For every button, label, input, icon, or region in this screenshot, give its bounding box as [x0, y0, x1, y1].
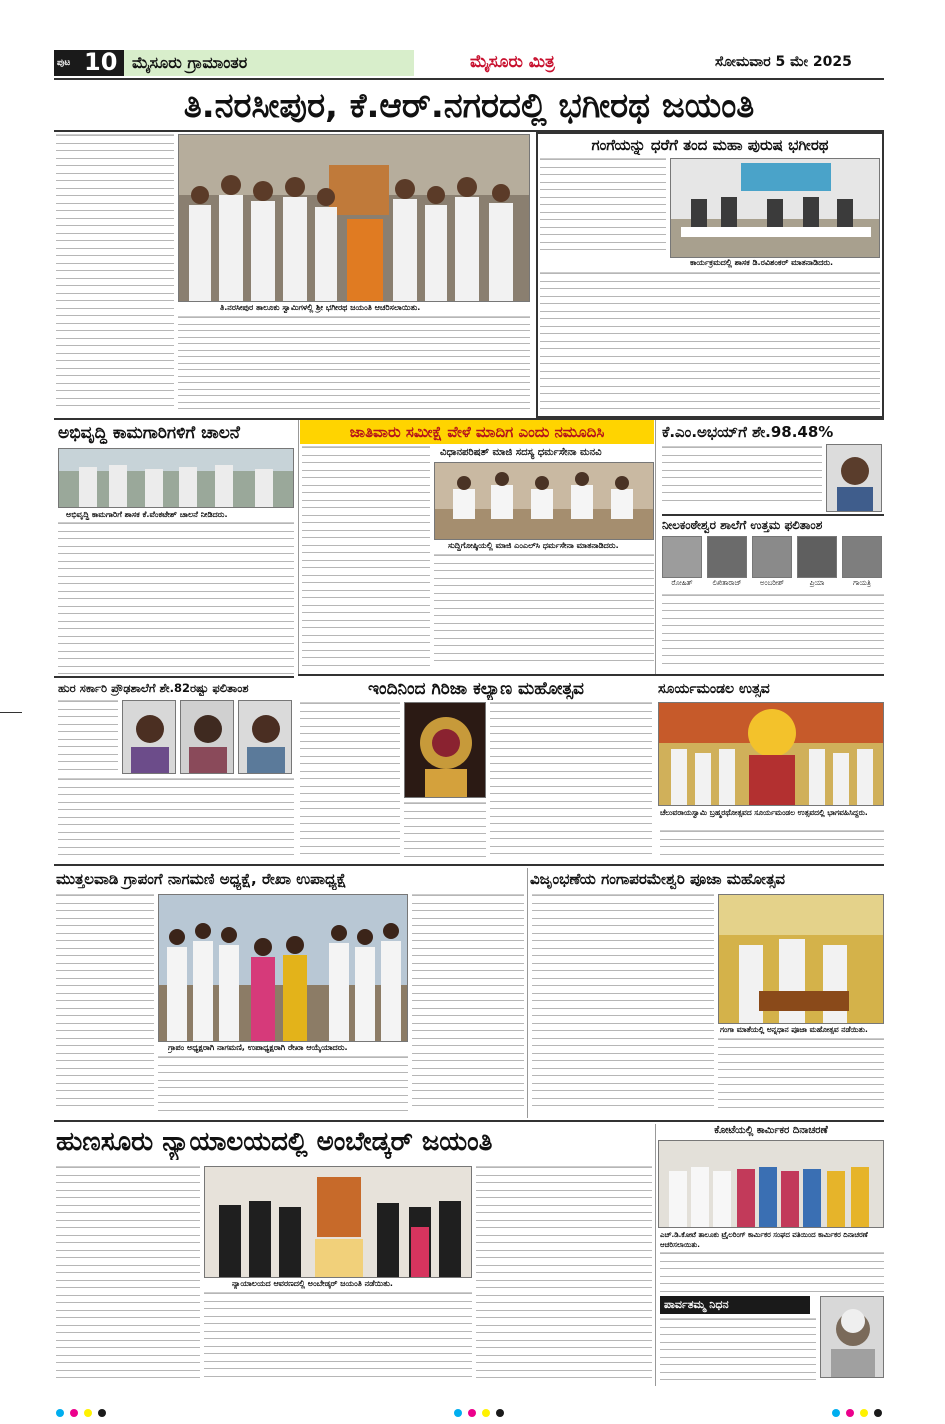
student-photo [707, 536, 747, 578]
girija-kalyana-headline: ಇಂದಿನಿಂದ ಗಿರಿಜಾ ಕಲ್ಯಾಣ ಮಹೋತ್ಸವ [368, 679, 584, 699]
student-photo [797, 536, 837, 578]
photo-illustration [179, 135, 530, 302]
article-text-girija-3 [490, 702, 652, 862]
hunsur-court-headline: ಹುಣಸೂರು ನ್ಯಾಯಾಲಯದಲ್ಲಿ ಅಂಬೇಡ್ಕರ್ ಜಯಂತಿ [56, 1127, 493, 1157]
caption-kr-nagar: ಕಾರ್ಯಕ್ರಮದಲ್ಲಿ ಶಾಸಕ ಡಿ.ರವಿಶಂಕರ್ ಮಾತನಾಡಿದರು. [690, 258, 834, 267]
development-photo [58, 448, 294, 508]
section-rule-2 [298, 674, 884, 676]
section-rule-3 [54, 864, 884, 866]
article-text-court [56, 1166, 200, 1386]
student-photo [122, 700, 176, 774]
photo-illustration [239, 701, 292, 774]
student-photo [842, 536, 882, 578]
caption-development: ಅಭಿವೃದ್ಧಿ ಕಾಮಗಾರಿಗೆ ಶಾಸಕ ಕೆ.ವೆಂಕಟೇಶ್ ಚಾಲನೆ ನೀಡಿದರು. [66, 510, 228, 519]
photo-illustration [719, 895, 884, 1024]
development-headline: ಅಭಿವೃದ್ಧಿ ಕಾಮಗಾರಿಗಳಿಗೆ ಚಾಲನೆ [58, 423, 240, 443]
article-text-ganga-2 [718, 1038, 884, 1118]
photo-illustration [435, 463, 654, 540]
article-text-workers [660, 1252, 884, 1294]
article-text-muttalavadi-3 [412, 894, 524, 1118]
caption-caste-survey: ಸುದ್ದಿಗೋಷ್ಠಿಯಲ್ಲಿ ಮಾಜಿ ಎಂಎಲ್‌ಸಿ ಧರ್ಮಸೇನಾ ಮಾತನಾಡಿದರು. [448, 541, 619, 550]
article-text-court-2 [204, 1292, 472, 1386]
article-text-hura-2 [58, 778, 294, 860]
muttalavadi-headline: ಮುತ್ತಲವಾಡಿ ಗ್ರಾಪಂಗೆ ನಾಗಮಣಿ ಅಧ್ಯಕ್ಷೆ, ರೇಖಾ ಉಪಾಧ್ಯಕ್ಷೆ [56, 870, 347, 888]
student-photo [238, 700, 292, 774]
section-name: ಮೈಸೂರು ಗ್ರಾಮಾಂತರ [132, 53, 248, 72]
student-name: ಲಿಖಿತಾರಾಜ್ [712, 579, 742, 587]
caption-muttalavadi: ಗ್ರಾಪಂ ಅಧ್ಯಕ್ಷರಾಗಿ ನಾಗಮಣಿ, ಉಪಾಧ್ಯಕ್ಷರಾಗಿ ರೇಖಾ ಆಯ್ಕೆಯಾದರು. [168, 1043, 348, 1052]
article-text-court-3 [476, 1166, 652, 1386]
student-photo-abhay [826, 444, 882, 512]
hura-school-headline: ಹುರ ಸರ್ಕಾರಿ ಪ್ರೌಢಶಾಲೆಗೆ ಶೇ.82ರಷ್ಟು ಫಲಿತಾಂಶ [58, 681, 249, 695]
margin-mark [0, 712, 22, 713]
article-text-obituary [660, 1318, 816, 1386]
issue-date: ಸೋಮವಾರ 5 ಮೇ 2025 [715, 54, 852, 70]
caption-court: ನ್ಯಾಯಾಲಯದ ಆವರಣದಲ್ಲಿ ಅಂಬೇಡ್ಕರ್ ಜಯಂತಿ ನಡೆಯಿತು. [232, 1279, 393, 1288]
photo-illustration [181, 701, 234, 774]
cmyk-marks [54, 1407, 884, 1419]
caption-ganga: ಗಂಗಾ ಮಾತೆಯಲ್ಲಿ ಅನ್ನಧಾನ ಪೂಜಾ ಮಹೋತ್ಸವ ನಡೆಯಿತು. [720, 1025, 868, 1034]
obituary-headline: ಪಾರ್ವತಮ್ಮ ನಿಧನ [664, 1298, 729, 1311]
photo-illustration [123, 701, 176, 774]
article-text-caste-survey [302, 446, 430, 672]
lead-headline: ತಿ.ನರಸೀಪುರ, ಕೆ.ಆರ್.ನಗರದಲ್ಲಿ ಭಗೀರಥ ಜಯಂತಿ [183, 86, 755, 126]
muttalavadi-photo [158, 894, 408, 1042]
student-photo-row [662, 536, 884, 590]
girija-deity-photo [404, 702, 486, 798]
article-text-neelakanta [662, 594, 884, 674]
photo-illustration [821, 1297, 884, 1378]
page-number: 10 [84, 48, 118, 76]
student-photo [662, 536, 702, 578]
article-text-hura [58, 700, 118, 774]
caption-suryamandala: ಚೆಲುವರಾಯಸ್ವಾಮಿ ಬ್ರಹ್ಮರಥೋತ್ಸವದ ಸೂರ್ಯಮಂಡಲ ಉತ್ಸವದಲ್ಲಿ ಭಾಗವಹಿಸಿದ್ದರು. [660, 808, 868, 817]
article-text-ganga [532, 894, 714, 1118]
article-text-kr-nagar [540, 158, 666, 258]
article-text-girija-2 [404, 802, 486, 862]
caption-tn-pura: ತಿ.ನರಸೀಪುರ ತಾಲೂಕು ಸ್ವಾಮಿಗಳಲ್ಲಿ ಶ್ರೀ ಭಗೀರಥ ಜಯಂತಿ ಆಚರಿಸಲಾಯಿತು. [220, 303, 421, 312]
article-text-tn-pura [56, 134, 174, 418]
photo-illustration [159, 895, 408, 1042]
student-photo [752, 536, 792, 578]
page-label: ಪುಟ [57, 58, 71, 68]
ganga-puja-photo [718, 894, 884, 1024]
masthead-rule [54, 78, 884, 80]
section-rule-4 [54, 1120, 884, 1122]
bhagiratha-story-headline: ಗಂಗೆಯನ್ನು ಧರೆಗೆ ತಂದ ಮಹಾ ಪುರುಷ ಭಗೀರಥ [591, 136, 829, 154]
bhagiratha-event-photo [178, 134, 530, 302]
student-name: ಗಾಯತ್ರಿ [853, 579, 871, 587]
article-text-tn-pura-2 [178, 316, 530, 418]
article-text-development [58, 522, 294, 674]
workers-day-headline: ಕೋಟೆಯಲ್ಲಿ ಕಾರ್ಮಿಕರ ದಿನಾಚರಣೆ [714, 1125, 828, 1136]
kr-nagar-event-photo [670, 158, 880, 258]
row3-divider [527, 868, 528, 1118]
photo-illustration [205, 1167, 472, 1278]
article-text-sslc [662, 446, 822, 510]
student-name: ಪ್ರಿಯಾ [809, 579, 825, 587]
suryamandala-headline: ಸೂರ್ಯಮಂಡಲ ಉತ್ಸವ [658, 681, 770, 697]
caste-survey-headline: ಜಾತಿವಾರು ಸಮೀಕ್ಷೆ ವೇಳೆ ಮಾದಿಗ ಎಂದು ನಮೂದಿಸಿ [349, 423, 605, 441]
student-photo [180, 700, 234, 774]
court-event-photo [204, 1166, 472, 1278]
photo-illustration [405, 703, 486, 798]
paper-name: ಮೈಸೂರು ಮಿತ್ರ [470, 52, 555, 72]
caste-survey-photo [434, 462, 654, 540]
masthead [0, 48, 945, 80]
student-name: ರೋಹಿತ್ [671, 579, 693, 587]
photo-illustration [659, 703, 884, 806]
neelakanta-headline: ನೀಲಕಂಠೇಶ್ವರ ಶಾಲೆಗೆ ಉತ್ತಮ ಫಲಿತಾಂಶ [662, 518, 823, 532]
photo-illustration [827, 445, 882, 512]
workers-day-photo [658, 1140, 884, 1228]
article-text-suryamandala [660, 830, 884, 862]
suryamandala-photo [658, 702, 884, 806]
article-text-bhagiratha-2 [540, 272, 880, 414]
article-text-muttalavadi [56, 894, 154, 1118]
row4-divider [655, 1124, 656, 1386]
student-name: ಅಂಬರೀಶ್ [759, 579, 785, 587]
sslc-headline: ಕೆ.ಎಂ.ಅಭಯ್‌ಗೆ ಶೇ.98.48% [662, 423, 834, 441]
obituary-photo [820, 1296, 884, 1378]
registration-marks [54, 1404, 884, 1416]
gangaparameshwari-headline: ವಿಜೃಂಭಣೆಯ ಗಂಗಾಪರಮೇಶ್ವರಿ ಪೂಜಾ ಮಹೋತ್ಸವ [530, 870, 785, 888]
photo-illustration [59, 449, 294, 508]
photo-illustration [659, 1141, 884, 1228]
article-text-girija [300, 702, 400, 862]
caption-workers-day: ಎಚ್.ಡಿ.ಕೋಟೆ ತಾಲೂಕು ಟ್ರೈಲರಿಂಗ್ ಕಾರ್ಮಿಕರ ಸಂಘದ ವತಿಯಿಂದ ಕಾರ್ಮಿಕರ ದಿನಾಚರಣೆ ಆಚರಿಸಲಾಯಿತು. [660, 1231, 868, 1249]
photo-illustration [671, 159, 880, 258]
caste-survey-subheadline: ವಿಧಾನಪರಿಷತ್ ಮಾಜಿ ಸದಸ್ಯ ಧರ್ಮಸೇನಾ ಮನವಿ [440, 447, 602, 458]
article-text-muttalavadi-2 [158, 1056, 408, 1118]
article-text-caste-survey-2 [434, 554, 654, 672]
